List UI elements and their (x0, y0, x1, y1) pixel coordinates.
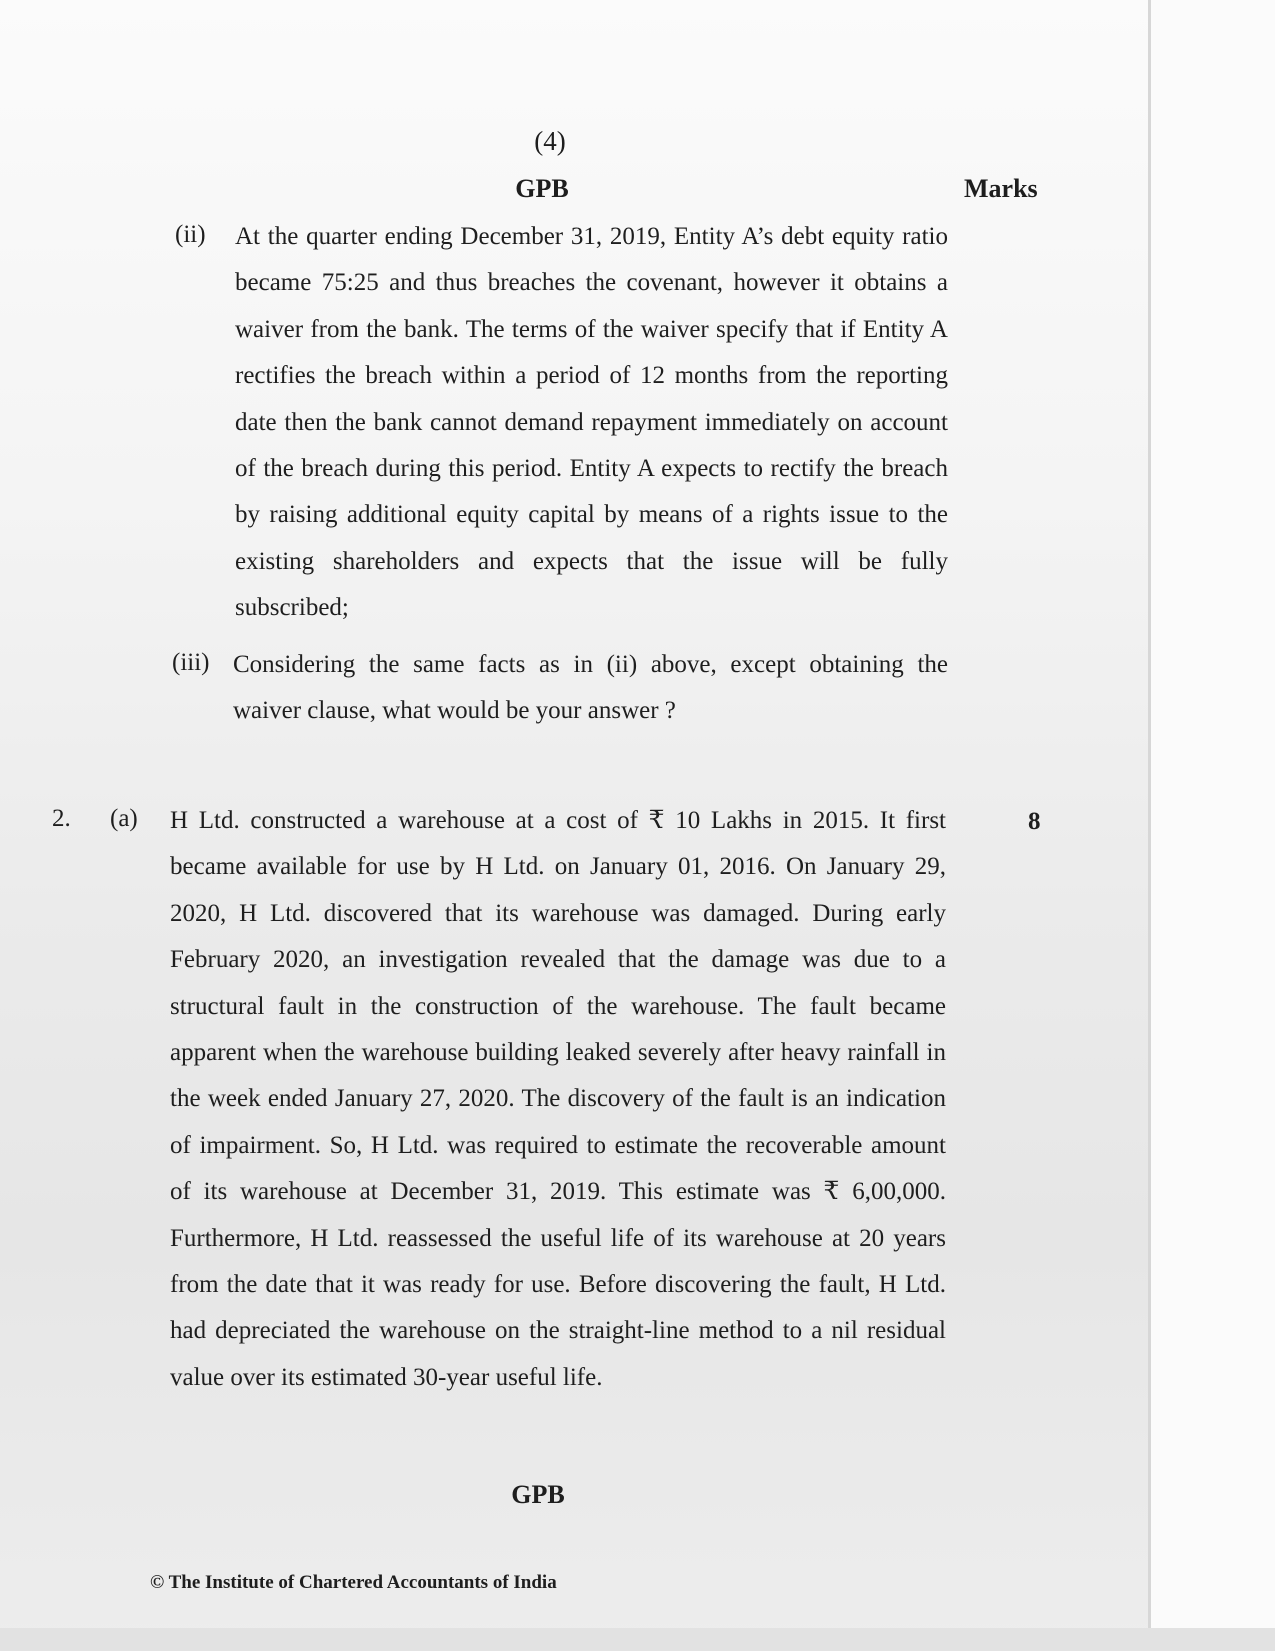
page-number: (4) (534, 126, 566, 156)
question-marks: 8 (1028, 808, 1041, 835)
sub-item-label-ii: (ii) (175, 221, 206, 248)
scanner-bottom-band (0, 1628, 1275, 1651)
question-text: H Ltd. constructed a warehouse at a cost of ₹ 10 Lakhs in 2015. It first became available for use by H Ltd. on January 01, 2016. On January 29, 2020, H Ltd. discovered that its warehouse was damaged. During early February 2020, an investigation revealed that the damage was due to a structural fault in the construction of the warehouse. The fault became apparent when the warehouse building leaked severely after heavy rainfall in the week ended January 27, 2020. The discovery of the fault is an indication of impairment. So, H Ltd. was required to estimate the recoverable amount of its warehouse at December 31, 2019. This estimate was ₹ 6,00,000. Furthermore, H Ltd. reassessed the useful life of its warehouse at 20 years from the date that it was ready for use. Before discovering the fault, H Ltd. had depreciated the warehouse on the straight-line method to a nil residual value over its estimated 30-year useful life. (170, 807, 946, 1391)
question-number: 2. (52, 805, 71, 832)
paper-code-header: GPB (515, 174, 569, 203)
copyright-notice: © The Institute of Chartered Accountants of India (150, 1572, 557, 1593)
question-part-label: (a) (110, 805, 138, 832)
paper-code-footer: GPB (511, 1480, 565, 1509)
sub-item-label-iii: (iii) (172, 649, 210, 676)
sub-item-text-ii: At the quarter ending December 31, 2019, Entity A’s debt equity ratio became 75:25 and thus breaches the covenant, however it obtains a waiver from the bank. The terms of the waiver specify that if Entity A rectifies the breach within a period of 12 months from the reporting date then the bank cannot demand repayment immediately on account of the breach during this period. Entity A expects to rectify the breach by raising additional equity capital by means of a rights issue to the existing shareholders and expects that the issue will be fully subscribed; (235, 223, 948, 622)
sub-item-text-iii: Considering the same facts as in (ii) above, except obtaining the waiver clause, what would be your answer ? (233, 651, 948, 725)
scanner-margin (1151, 0, 1275, 1651)
marks-column-heading: Marks (964, 174, 1038, 203)
